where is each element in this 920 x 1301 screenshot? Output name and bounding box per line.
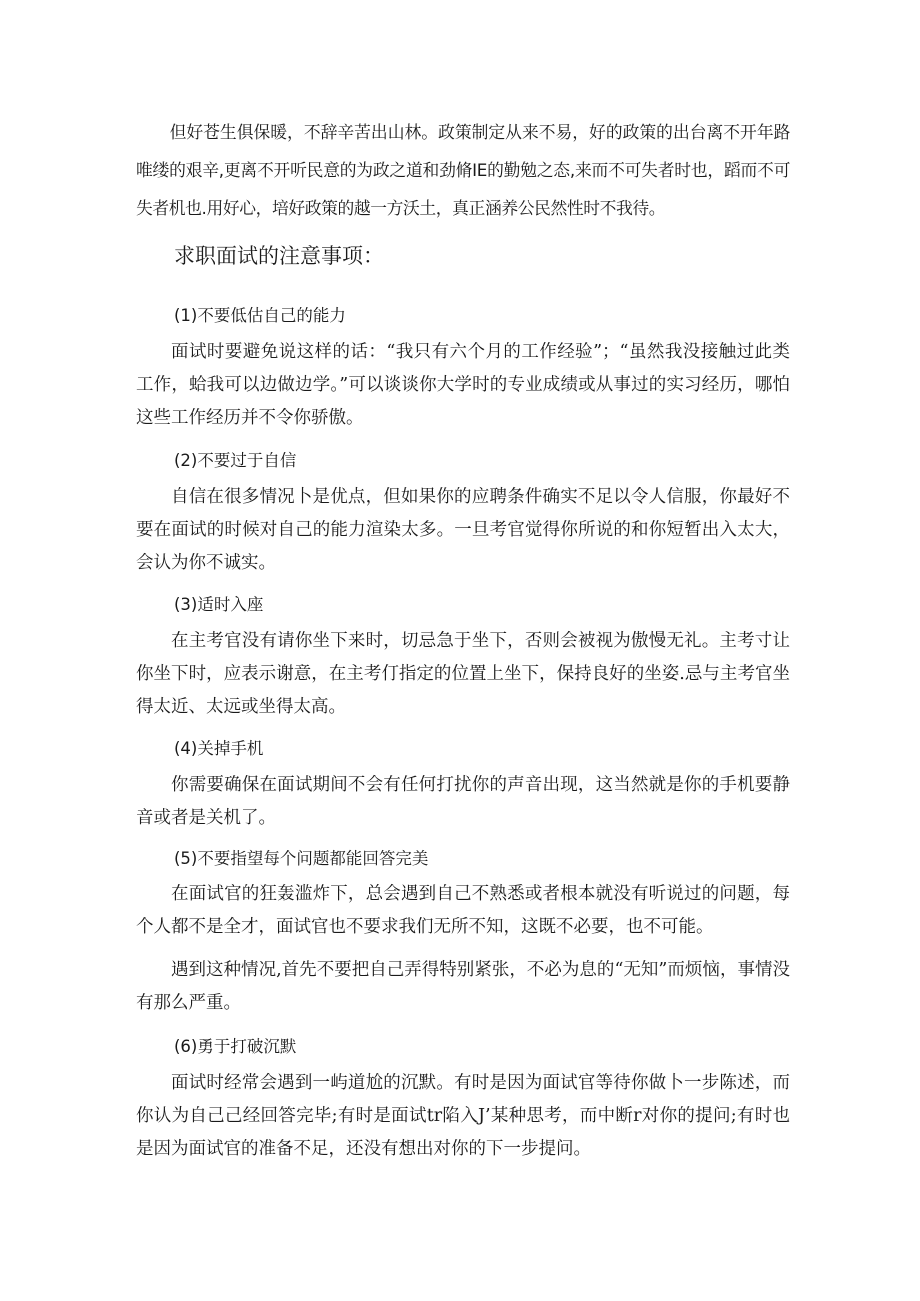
item-title-6: (6)勇于打破沉默 <box>174 1037 297 1056</box>
item-title-4: (4)关掉手机 <box>174 739 264 758</box>
item-title-2: (2)不要过于自信 <box>174 451 297 470</box>
item-paragraph-5b: 遇到这种情况,首先不要把自己弄得特别紧张，不必为息的“无知”而烦恼，事情没有那么严重。 <box>136 960 790 1013</box>
item-title-3: (3)适时入座 <box>174 595 264 614</box>
item-title-5: (5)不要指望每个问题都能回答完美 <box>174 849 429 868</box>
item-paragraph-4: 你需要确保在面试期间不会有任何打扰你的声音出现，这当然就是你的手机要静音或者是关机了。 <box>136 775 790 828</box>
item-paragraph-2: 自信在很多情况卜是优点，但如果你的应聘条件确实不足以令人信服，你最好不要在面试的时候对自己的能力渲染太多。一旦考官觉得你所说的和你短暂出入太大，会认为你不诚实。 <box>136 487 790 573</box>
item-title-1: (1)不要低估自己的能力 <box>174 306 346 325</box>
item-paragraph-3: 在主考官没有请你坐下来时，切忌急于坐下，否则会被视为傲慢无礼。主考寸让你坐下时，应表示谢意，在主考仃指定的位置上坐下，保持良好的坐姿.忌与主考官坐得太近、太远或坐得太高。 <box>136 631 790 717</box>
item-paragraph-5a: 在面试官的狂轰滥炸下，总会遇到自己不熟悉或者根本就没有听说过的问题，每个人都不是全才，面试官也不要求我们无所不知，这既不必要，也不可能。 <box>136 884 790 937</box>
section-heading: 求职面试的注意事项： <box>174 244 384 268</box>
intro-paragraph: 但好苍生俱保暖，不辞辛苦出山林。政策制定从来不易，好的政策的出台离不开年路唯缕的艰辛,更离不开听民意的为政之道和劲脩IE的勤勉之态,来而不可失者时也，蹈而不可失者机也.用好心，培好政策的越一方沃土，真正涵养公民然性时不我待。 <box>136 122 790 218</box>
item-paragraph-6: 面试时经常会遇到一屿道尬的沉默。有时是因为面试官等待你做卜一步陈述，而你认为自己己经回答完毕;有时是面试tr陷入J’某种思考，而中断r对你的提问;有时也是因为面试官的准备不足，还没有想出对你的下一步提问。 <box>136 1073 790 1159</box>
item-paragraph-1: 面试时要避免说这样的话：“我只有六个月的工作经验”；“虽然我没接触过此类工作，蛤我可以边做边学。”可以谈谈你大学时的专业成绩或从事过的实习经历，哪怕这些工作经历并不令你骄傲。 <box>136 342 790 428</box>
